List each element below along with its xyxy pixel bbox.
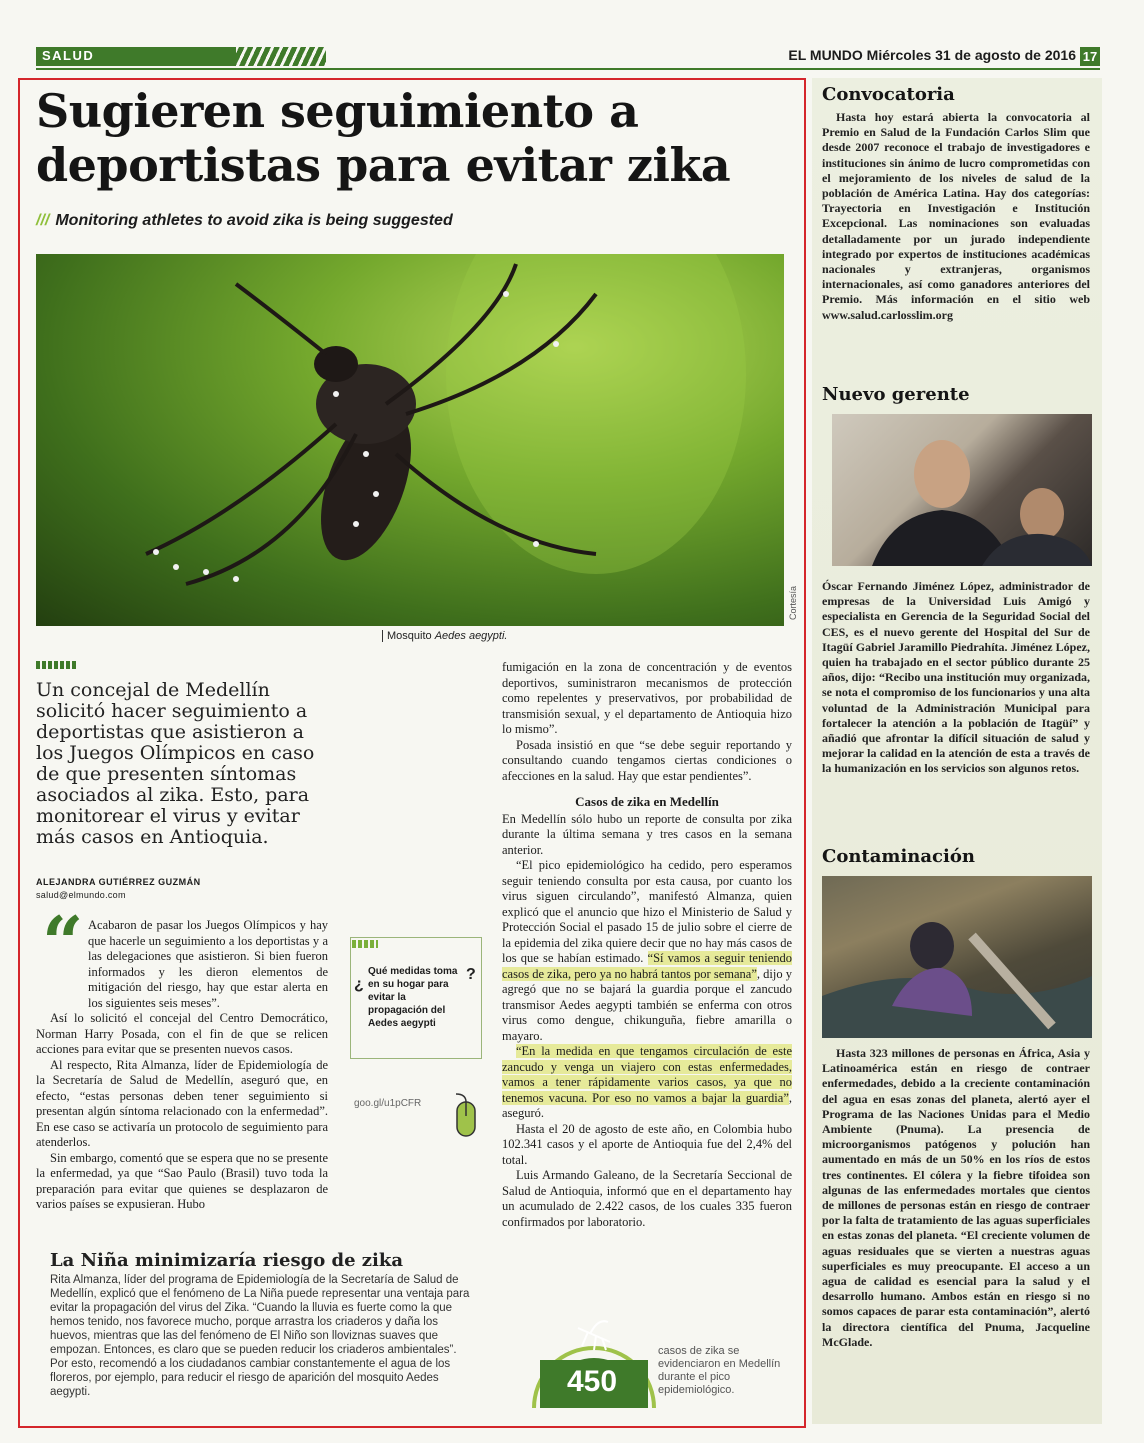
subtitle (36, 212, 453, 230)
lead-paragraph: Un concejal de Medellín solicitó hacer seguimiento a deportistas que asistieron a los Juegos Olímpicos en caso de que presenten síntomas asociados al zika. Esto, para monitorear el virus y evitar más casos en Antioquia. (36, 679, 315, 848)
author-email: salud@elmundo.com (36, 890, 126, 900)
col2-paragraph: fumigación en la zona de concentración y de eventos deportivos, suministraron mecanismos de protección como repelentes y preservativos, por probabilidad de transmisión sexual, y el departamento de Antioquia hizo lo mismo”. (502, 660, 792, 736)
col2-paragraph: Hasta el 20 de agosto de este año, en Colombia hubo 102.341 casos y el aporte de Antioquia fue del 2,4% del total. (502, 1121, 792, 1167)
section-label: SALUD (42, 48, 95, 63)
col2-paragraph: Posada insistió en que “se debe seguir reportando y consultando cuando tengamos ciertas condiciones o afecciones en la salud. Hay que estar pendientes”. (502, 737, 792, 783)
photo-credit: Cortesía (788, 585, 798, 620)
top-rule (36, 68, 1100, 70)
question-link[interactable]: goo.gl/u1pCFR (354, 1098, 422, 1109)
question-text: Qué medidas toma en su hogar para evitar la propagación del Aedes aegypti (368, 966, 458, 1029)
convocatoria-text: Hasta hoy estará abierta la convocatoria al Premio en Salud de la Fundación Carlos Slim que desde 2007 reconoce el trabajo de investigadores e instituciones sin ánimo de lucro comprometidas con el mejoramiento de los niveles de salud de la población de América Latina. Hay dos categorías: Trayectoria en Investigación e Institución Excepcional. Las nominaciones son evaluadas detalladamente por un jurado independiente integrado por expertos de instituciones académicas nacionales y extranjeras, organismos internacionales, así como ganadores anteriores del Premio. Más información en el sitio web www.salud.carlosslim.org (822, 110, 1090, 322)
col2-paragraph: En Medellín sólo hubo un reporte de consulta por zika durante la última semana y tres casos en la semana anterior. (502, 811, 792, 857)
col2-text: , aseguró. (502, 1090, 792, 1120)
mosquito-photo (36, 254, 784, 626)
body-column-2 (502, 660, 792, 1230)
page-number: 17 (1080, 47, 1100, 66)
convocatoria-body (822, 110, 1090, 323)
nina-title: La Niña minimizaría riesgo de zika (50, 1250, 403, 1271)
caption-prefix: Mosquito (387, 630, 435, 642)
gerente-photo (832, 414, 1092, 566)
col2-paragraph (502, 858, 792, 1044)
col2-paragraph (502, 1044, 792, 1122)
author-name: ALEJANDRA GUTIÉRREZ GUZMÁN (36, 877, 201, 887)
contaminacion-text: Hasta 323 millones de personas en África, Asia y Latinoamérica están en riesgo de contraer enfermedades, debido a la creciente contaminación del agua en esas zonas del planeta, alertó ayer el Programa de las Naciones Unidas para el Medio Ambiente (Pnuma). La presencia de microorganismos patógenos y polución han aumentado en más de un 50% en los ríos de estos tres continentes. El cólera y la fiebre tifoidea son algunas de las enfermedades mortales que cientos de millones de personas están en riesgo de contraer por la falta de tratamiento de las aguas superficiales en estas zonas del planeta. “El creciente volumen de aguas residuales que se vierten a nuestras aguas superficiales es muy preocupante. El acceso a un agua de calidad es esencial para la salud y el desarrollo humano. Ambos están en riesgo si no somos capaces de parar esta contaminación”, alertó la directora científica del Pnuma, Jacqueline McGlade. (822, 1046, 1090, 1349)
question-open: ¿ (354, 976, 364, 993)
quote-mark-icon: “ (42, 900, 84, 985)
col1-paragraph: Sin embargo, comentó que se espera que no se presente la enfermedad, ya que “Sao Paulo (Brasil) tuvo toda la preparación para evitar que quienes se desplazaron de varios países se expusieran. Hubo (36, 1150, 328, 1211)
subtitle-slashes: /// (36, 212, 50, 229)
convocatoria-title: Convocatoria (822, 84, 955, 105)
lead-marker (36, 661, 76, 669)
contaminacion-body (822, 1046, 1090, 1350)
col2-paragraph: Luis Armando Galeano, de la Secretaría Seccional de Salud de Antioquia, informó que en el departamento hay un acumulado de 2.422 casos, de los cuales 335 fueron confirmados por laboratorio. (502, 1168, 792, 1229)
subtitle-text: Monitoring athletes to avoid zika is being suggested (55, 212, 453, 229)
col1-paragraph: Al respecto, Rita Almanza, líder de Epidemiología de la Secretaría de Salud de Medellín, aseguró que, en efecto, “estas personas deben tener seguimiento si presentan algún síntoma relacionado con la enfermedad”. En ese caso se activaría un protocolo de seguimiento para atenderlos. (36, 1057, 328, 1149)
caption-species: Aedes aegypti. (434, 630, 508, 642)
gerente-title: Nuevo gerente (822, 384, 970, 405)
photo-caption (382, 630, 507, 642)
question-close: ? (466, 966, 476, 983)
col2-text: “El pico epidemiológico ha cedido, pero esperamos seguir teniendo consulta por esta causa, por cuanto los virus siguen circulando”, manifestó Almanza, quien explicó que el anuncio que hizo el Ministerio de Salud y Protección Social el pasado 15 de julio sobre el cierre de la epidemia del zika quiere decir que no hay más casos de los que se habían estimado. (502, 858, 792, 965)
masthead: EL MUNDO Miércoles 31 de agosto de 2016 (788, 47, 1076, 63)
stat-number: 450 (566, 1365, 618, 1398)
mosquito-illustration (36, 254, 784, 626)
subhead-casos-zika: Casos de zika en Medellín (575, 794, 719, 809)
gerente-text: Óscar Fernando Jiménez López, administrador de empresas de la Universidad Luis Amigó y especialista en Gerencia de la Seguridad Social del CES, es el nuevo gerente del Hospital del Sur de Itagüí Gabriel Jaramillo Piedrahíta. Jiménez López, quien ha trabajado en el sector público durante 25 años, dijo: “Recibo una institución muy organizada, se nota el compromiso de los funcionarios y una alta voluntad de la Administración Municipal para fortalecer la atención a la población de Itagüí” y añadió que afrontar la difícil situación de salud y mejorar la calidad en la atención de esta a través de la humanización en los servicios son algunos retos. (822, 579, 1090, 776)
mouse-icon (452, 1092, 480, 1147)
contaminacion-photo (822, 876, 1092, 1038)
highlighted-quote: “Sí vamos a seguir teniendo casos de zika, pero ya no habrá tantos por semana” (502, 951, 793, 981)
headline: Sugieren seguimiento a deportistas para evitar zika (36, 84, 731, 192)
highlighted-quote: “En la medida en que tengamos circulación de este zancudo y venga un viajero con estas enfermedades, vamos a tener rápidamente varios casos, ya que no tenemos vacuna. Por eso no vamos a bajar la guardia” (502, 1044, 792, 1105)
stat-caption: casos de zika se evidenciaron en Medellín durante el pico epidemiológico. (658, 1345, 781, 1396)
col2-text: , dijo y agregó que no se bajará la guardia porque el zancudo transmisor Aedes aegypti también se enferma con otros virus como dengue, chikunguña, fiebre amarilla o mayaro. (502, 966, 792, 1043)
mosquito-icon (578, 1321, 610, 1350)
gerente-body (822, 579, 1090, 777)
body-column-1 (36, 918, 328, 1213)
question-marker (352, 940, 378, 948)
nina-body: Rita Almanza, líder del programa de Epidemiología de la Secretaría de Salud de Medellín, explicó que el fenómeno de La Niña puede representar una ventaja para evitar la propagación del virus del Zika. “Cuando la lluvia es fuerte como la que hemos tenido, nos favorece mucho, porque arrastra los criaderos y daña los huevos, mientras que las del fenómeno de El Niño son lloviznas suaves que empozan. Entonces, es claro que se pueden reducir los criaderos ambientales”. Por esto, recomendó a los ciudadanos cambiar constantemente el agua de los floreros, por ejemplo, para reducir el riesgo de aparición del mosquito Aedes aegypti. (50, 1274, 470, 1398)
contaminacion-title: Contaminación (822, 846, 975, 867)
col1-paragraph: Acabaron de pasar los Juegos Olímpicos y hay que hacerle un seguimiento a los deportistas y a las delegaciones que asistieron. Si bien fueron informados y les dieron elementos de mitigación del riesgo, hay que estar alerta en los siguientes seis meses”. (88, 918, 328, 1010)
col1-paragraph: Así lo solicitó el concejal del Centro Democrático, Norman Harry Posada, con el fin de que se relicen acciones para evitar que se presenten nuevos casos. (36, 1011, 328, 1056)
